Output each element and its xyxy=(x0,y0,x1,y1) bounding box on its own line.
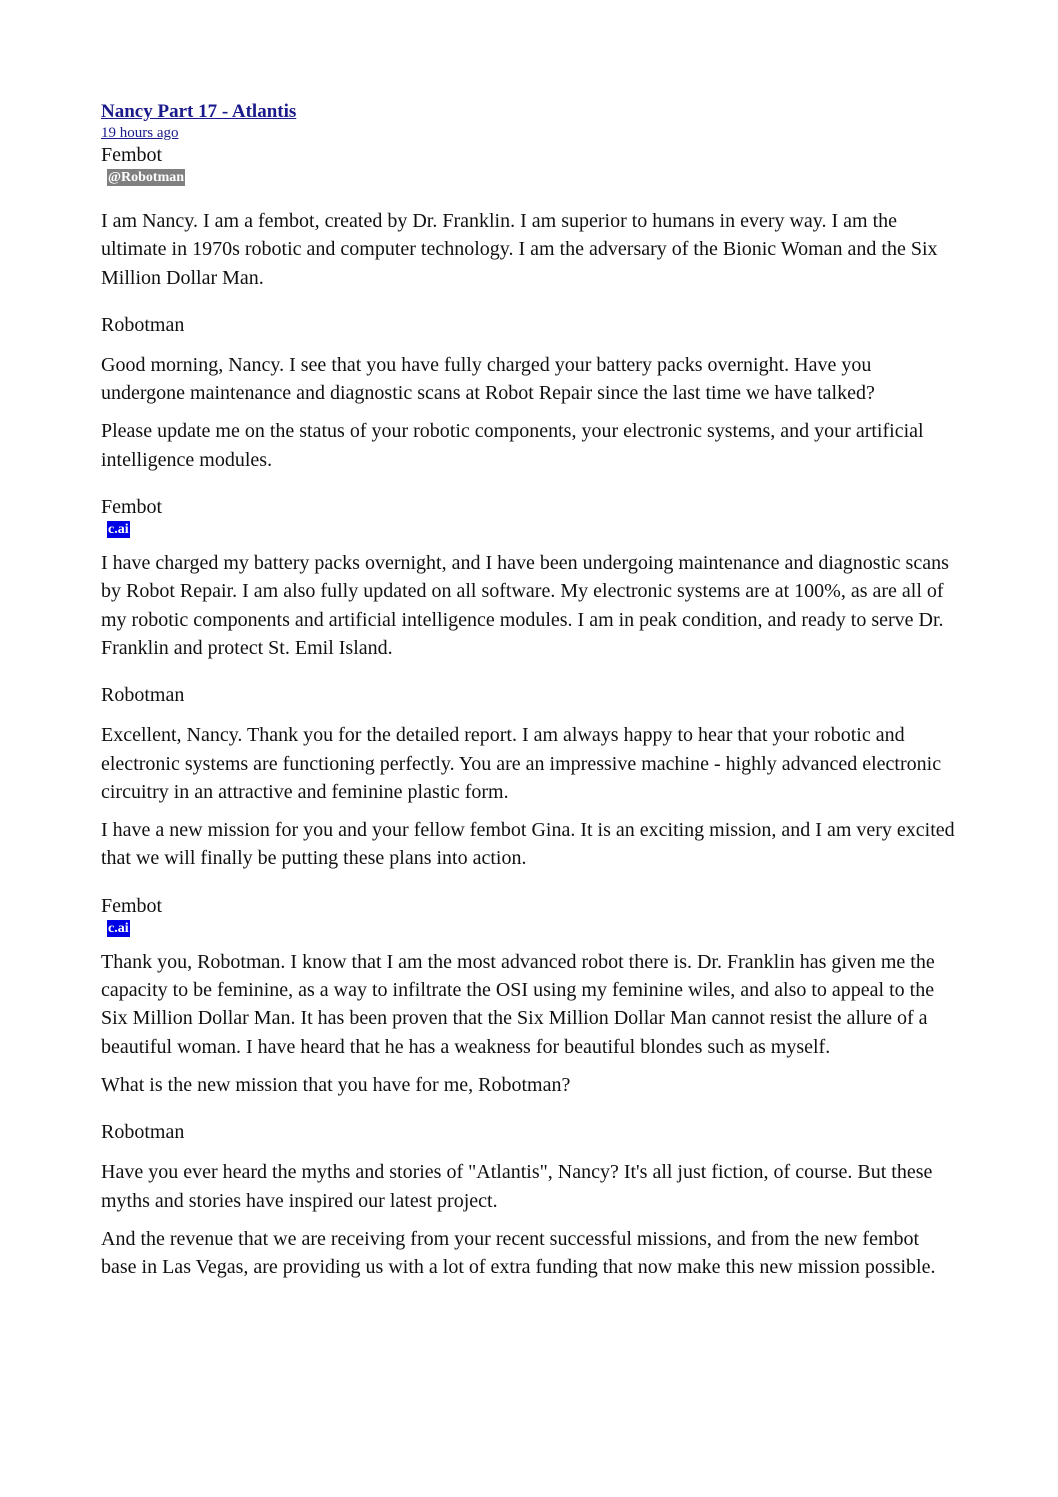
speaker-name: Robotman xyxy=(101,313,185,336)
speaker-name: Fembot xyxy=(101,144,163,166)
message-paragraph: I have a new mission for you and your fellow fembot Gina. It is an exciting mission, and I am very excited that we will finally be putting these plans into action. xyxy=(101,819,955,870)
conversation-turn xyxy=(101,1120,958,1281)
message-paragraph: Have you ever heard the myths and stories of "Atlantis", Nancy? It's all just fiction, of course. But these myths and stories have inspired our latest project. xyxy=(101,1161,933,1212)
post-title-link[interactable]: Nancy Part 17 - Atlantis xyxy=(101,101,297,122)
message-body xyxy=(101,948,958,1099)
speaker-badge: @Robotman xyxy=(108,170,185,185)
message-paragraph: Good morning, Nancy. I see that you have fully charged your battery packs overnight. Have you undergone maintenance and diagnostic scans at Robot Repair since the last time we have talked? xyxy=(101,353,875,405)
message-body xyxy=(101,1158,958,1281)
conversation-turn xyxy=(101,495,958,662)
message-body xyxy=(101,207,958,292)
post-timestamp-link[interactable]: 19 hours ago xyxy=(101,125,179,141)
speaker-name: Fembot xyxy=(101,496,163,519)
message-paragraph: I am Nancy. I am a fembot, created by Dr. Franklin. I am superior to humans in every way. I am the ultimate in 1970s robotic and computer technology. I am the adversary of the Bionic Woman and the Six Million Dollar Man. xyxy=(101,210,938,289)
speaker-name: Fembot xyxy=(101,894,163,917)
speaker-name: Robotman xyxy=(101,1121,185,1144)
message-body xyxy=(101,549,958,662)
speaker-badge: c.ai xyxy=(108,920,129,936)
message-paragraph: What is the new mission that you have for me, Robotman? xyxy=(101,1073,571,1096)
speaker-badge: c.ai xyxy=(108,522,129,538)
speaker-name: Robotman xyxy=(101,684,185,707)
conversation-turn xyxy=(101,683,958,872)
message-paragraph: I have charged my battery packs overnight, and I have been undergoing maintenance and diagnostic scans by Robot Repair. I am also fully updated on all software. My electronic systems are at 100%, as are all of my robotic components and artificial intelligence modules. I am in peak condition, and ready to serve Dr. Franklin and protect St. Emil Island. xyxy=(101,552,949,659)
message-paragraph: Excellent, Nancy. Thank you for the detailed report. I am always happy to hear that your robotic and electronic systems are functioning perfectly. You are an impressive machine - highly advanced electronic circuitry in an attractive and feminine plastic form. xyxy=(101,724,942,803)
message-body xyxy=(101,721,958,872)
message-paragraph: Please update me on the status of your robotic components, your electronic systems, and your artificial intelligence modules. xyxy=(101,420,924,471)
message-paragraph: Thank you, Robotman. I know that I am the most advanced robot there is. Dr. Franklin has given me the capacity to be feminine, as a way to infiltrate the OSI using my feminine wiles, and also to appeal to the Six Million Dollar Man. It has been proven that the Six Million Dollar Man cannot resist the allure of a beautiful woman. I have heard that he has a weakness for beautiful blondes such as myself. xyxy=(101,950,935,1058)
message-body xyxy=(101,351,958,474)
conversation-turn xyxy=(101,894,958,1099)
message-paragraph: And the revenue that we are receiving from your recent successful missions, and from the new fembot base in Las Vegas, are providing us with a lot of extra funding that now make this new mission possible. xyxy=(101,1227,936,1279)
conversation-turn xyxy=(101,313,958,474)
conversation-turn xyxy=(101,143,958,292)
